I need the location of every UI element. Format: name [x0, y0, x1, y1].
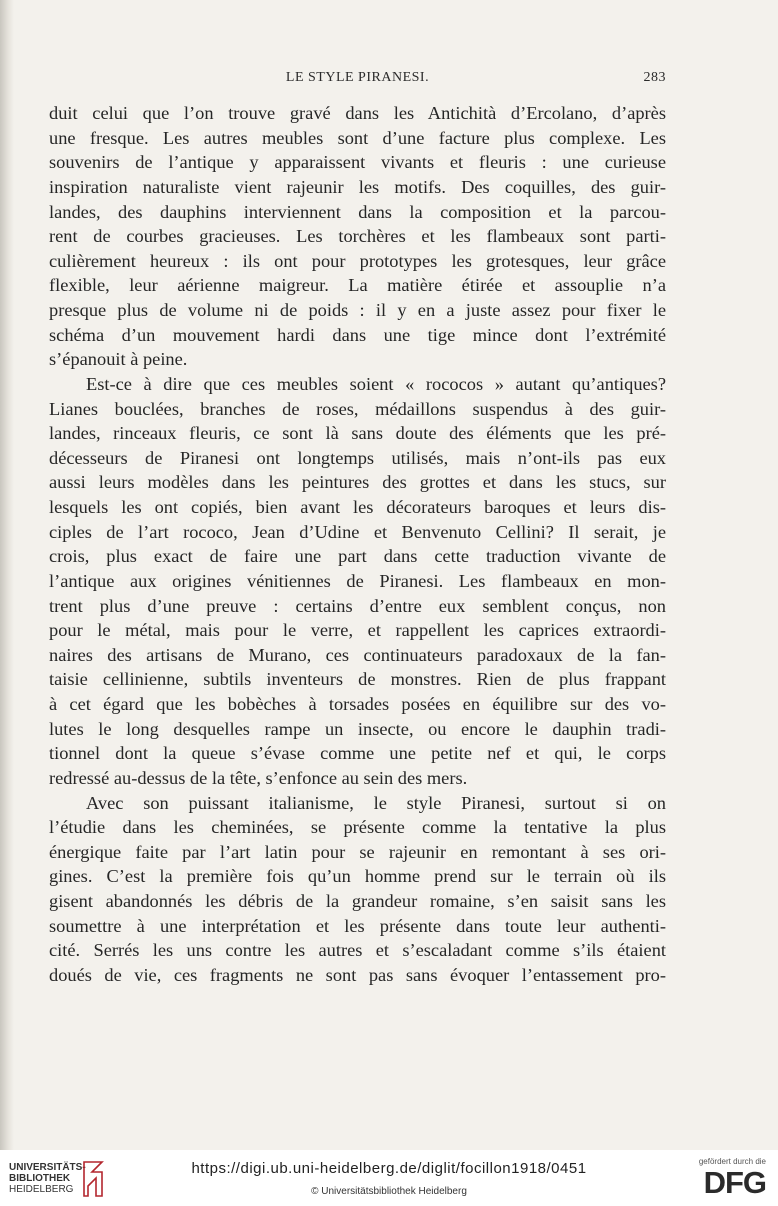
footer-bar — [0, 1150, 778, 1206]
text-line: cité. Serrés les uns contre les autres et s’escaladant comme s’ils étaient — [49, 940, 666, 961]
text-line: redressé au-dessus de la tête, s’enfonce au sein des mers. — [49, 767, 468, 788]
text-line: lesquels les ont copiés, bien avant les décorateurs baroques et leurs dis- — [49, 497, 666, 517]
text-line: trent plus d’une preuve : certains d’entre eux semblent conçus, non — [49, 595, 666, 616]
text-line: gisent abandonnés les débris de la grandeur romaine, s’en saisit sans les — [49, 891, 666, 911]
text-line: doués de vie, ces fragments ne sont pas sans évoquer l’entassement pro- — [49, 964, 666, 985]
text-line: lutes le long desquelles rampe un insecte, ou encore le dauphin tradi- — [49, 718, 666, 739]
text-line: énergique faite par l’art latin pour se rajeunir en remontant à ses ori- — [49, 841, 666, 862]
text-line: culièrement heureux : ils ont pour prototypes les grotesques, leur grâce — [49, 250, 666, 271]
library-name-line: BIBLIOTHEK — [9, 1173, 71, 1184]
text-line: crois, plus exact de faire une part dans cette traduction vivante de — [49, 546, 666, 567]
text-line: gines. C’est la première fois qu’un homme prend sur le terrain où ils — [49, 866, 666, 887]
text-line: Avec son puissant italianisme, le style Piranesi, surtout si on — [86, 792, 666, 813]
funder-label: gefördert durch die — [698, 1157, 766, 1166]
footer-copyright: © Universitätsbibliothek Heidelberg — [311, 1186, 467, 1197]
text-line: à cet égard que les bobèches à torsades posées en équilibre sur des vo- — [49, 694, 666, 714]
text-line: ciples de l’art rococo, Jean d’Udine et Benvenuto Cellini? Il serait, je — [49, 521, 666, 542]
page-number: 283 — [643, 70, 666, 85]
text-line: landes, rinceaux fleuris, ce sont là sans doute des éléments que les pré- — [49, 423, 666, 444]
text-line: aussi leurs modèles dans les peintures des grottes et dans les stucs, sur — [49, 472, 666, 493]
running-header — [49, 70, 666, 90]
text-line: décesseurs de Piranesi ont longtemps utilisés, mais n’ont-ils pas eux — [49, 447, 666, 468]
body-text — [49, 101, 666, 988]
text-line: l’antique aux origines vénitiennes de Piranesi. Les flambeaux en mon- — [49, 570, 666, 591]
text-line: tionnel dont la queue s’évase comme une petite nef et qui, le corps — [49, 743, 666, 764]
text-line: inspiration naturaliste vient rajeunir les motifs. Des coquilles, des guir- — [49, 176, 666, 197]
running-title: LE STYLE PIRANESI. — [285, 70, 430, 85]
page-spine-shadow — [0, 0, 14, 1150]
library-name-line: HEIDELBERG — [9, 1184, 74, 1195]
footer-url-link[interactable]: https://digi.ub.uni-heidelberg.de/diglit/focillon1918/0451 — [191, 1160, 587, 1177]
text-line: une fresque. Les autres meubles sont d’une facture plus complexe. Les — [49, 127, 666, 148]
text-line: flexible, leur aérienne maigreur. La matière étirée et assouplie n’a — [49, 275, 666, 296]
text-line: l’étudie dans les cheminées, se présente comme la tentative la plus — [49, 817, 666, 838]
text-line: naires des artisans de Murano, ces continuateurs paradoxaux de la fan- — [49, 644, 666, 665]
text-line: pour le métal, mais pour le verre, et rappellent les caprices extraordi- — [49, 620, 666, 641]
text-line: Lianes bouclées, branches de roses, médaillons suspendus à des guir- — [49, 398, 666, 419]
text-line: s’épanouit à peine. — [49, 349, 188, 370]
text-line: rent de courbes gracieuses. Les torchères et les flambeaux sont parti- — [49, 226, 666, 247]
text-line: presque plus de volume ni de poids : il y en a juste assez pour fixer le — [49, 300, 666, 320]
text-line: Est-ce à dire que ces meubles soient « rococos » autant qu’antiques? — [86, 373, 666, 394]
text-line: souvenirs de l’antique y apparaissent vivants et fleuris : une curieuse — [49, 152, 666, 173]
text-line: duit celui que l’on trouve gravé dans les Antichità d’Ercolano, d’après — [49, 103, 666, 123]
text-line: landes, des dauphins interviennent dans la composition et la parcou- — [49, 201, 666, 222]
dfg-logo: DFG — [703, 1165, 766, 1200]
text-line: taisie cellinienne, subtils inventeurs de monstres. Rien de plus frappant — [49, 669, 666, 690]
library-name-line: UNIVERSITÄTS- — [9, 1162, 86, 1173]
text-line: schéma d’un mouvement hardi dans une tige mince dont l’extrémité — [49, 324, 666, 345]
text-line: soumettre à une interprétation et les présente dans toute leur authenti- — [49, 915, 666, 936]
